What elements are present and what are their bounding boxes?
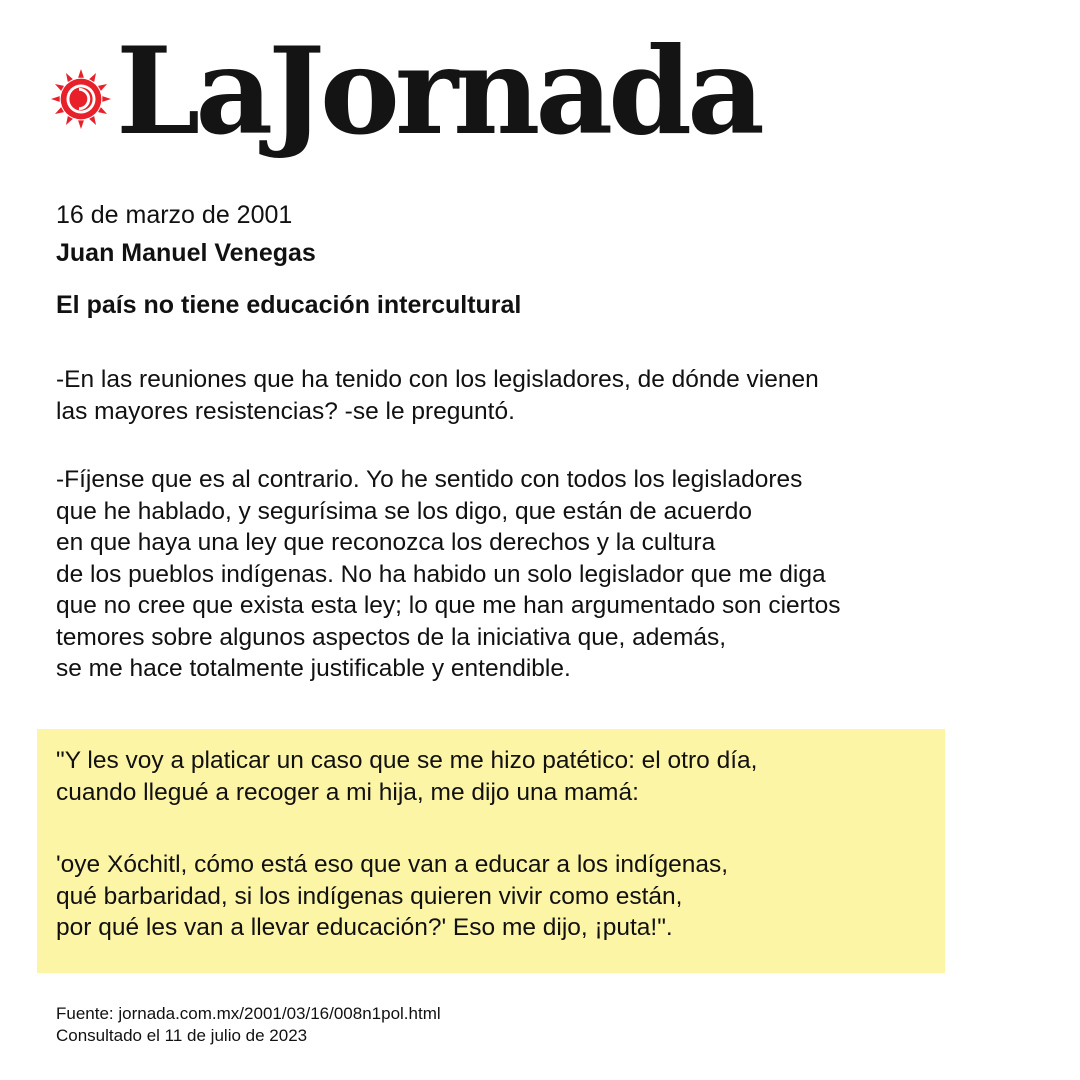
text-line: -Fíjense que es al contrario. Yo he sentido con todos los legisladores	[56, 466, 803, 493]
text-line: cuando llegué a recoger a mi hija, me dijo una mamá:	[56, 778, 639, 806]
article-paragraph-2	[56, 464, 841, 685]
article-author: Juan Manuel Venegas	[56, 239, 316, 267]
sun-logo-icon	[50, 68, 112, 130]
quote-paragraph-2	[56, 849, 728, 944]
text-line: "Y les voy a platicar un caso que se me hizo patético: el otro día,	[56, 747, 758, 774]
text-line: se me hace totalmente justificable y entendible.	[56, 655, 571, 682]
article-headline: El país no tiene educación intercultural	[56, 291, 522, 319]
text-line: temores sobre algunos aspectos de la iniciativa que, además,	[56, 623, 727, 651]
masthead	[50, 22, 770, 162]
article-date: 16 de marzo de 2001	[56, 201, 293, 229]
source-citation	[56, 1003, 441, 1047]
quote-paragraph-1	[56, 745, 757, 808]
text-line: -En las reuniones que ha tenido con los legisladores, de dónde vienen	[56, 366, 819, 393]
article-paragraph-1	[56, 364, 819, 427]
text-line: 'oye Xóchitl, cómo está eso que van a educar a los indígenas,	[56, 851, 729, 878]
text-line: de los pueblos indígenas. No ha habido un solo legislador que me diga	[56, 560, 826, 588]
newspaper-wordmark: LaJornada	[116, 21, 760, 162]
text-line: las mayores resistencias? -se le preguntó.	[56, 397, 515, 425]
highlighted-quote	[37, 729, 945, 973]
source-url-line: Fuente: jornada.com.mx/2001/03/16/008n1pol.html	[56, 1004, 441, 1023]
text-line: que no cree que exista esta ley; lo que me han argumentado son ciertos	[56, 592, 841, 619]
text-line: que he hablado, y segurísima se los digo, que están de acuerdo	[56, 497, 753, 525]
text-line: por qué les van a llevar educación?' Eso me dijo, ¡puta!".	[56, 914, 673, 941]
text-line: qué barbaridad, si los indígenas quieren vivir como están,	[56, 882, 683, 910]
text-line: en que haya una ley que reconozca los derechos y la cultura	[56, 529, 716, 556]
consulted-date-line: Consultado el 11 de julio de 2023	[56, 1026, 308, 1045]
